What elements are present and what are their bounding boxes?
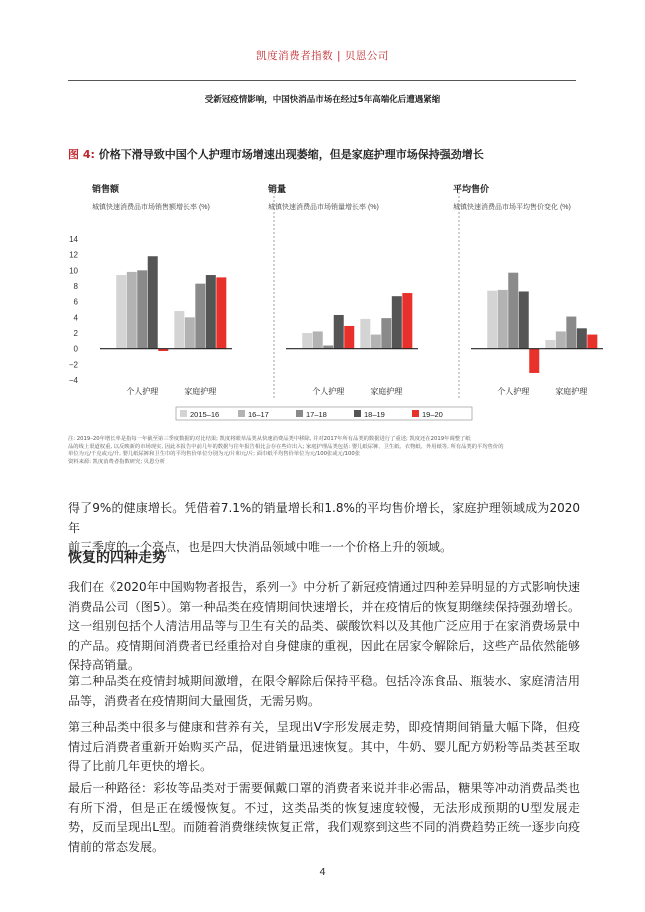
y-tick-label: −4	[68, 376, 78, 385]
bar	[195, 284, 205, 349]
bar	[174, 311, 184, 349]
page-number: 4	[319, 867, 326, 878]
paragraph-text: 最后一种路径：彩妆等品类对于需要佩戴口罩的消费者来说并非必需品，糖果等冲动消费品类也有所下滑，但是正在缓慢恢复。不过，这类品类的恢复速度较慢，无法形成预期的U型发展走势，反而呈现出L型。而随着消费继续恢复正常，我们观察到这些不同的消费趋势正统一逐步向疫情前的常态发展。	[68, 781, 580, 854]
legend-swatch	[296, 410, 303, 417]
section-heading: 恢复的四种走势	[68, 550, 166, 566]
y-tick-label: −2	[68, 360, 78, 370]
bar	[577, 328, 587, 348]
paragraph-text: 我们在《2020年中国购物者报告，系列一》中分析了新冠疫情通过四种差异明显的方式影响快速消费品公司（图5）。第一种品类在疫情期间快速增长，并在疫情后的恢复期继续保持强劲增长。这一组别包括个人清洁用品等与卫生有关的品类、碳酸饮料以及其他广泛应用于在家消费场景中的产品。疫情期间消费者已经重拾对自身健康的重视，因此在居家令解除后，这些产品依然能够保持高销量。	[68, 580, 580, 672]
legend-swatch	[354, 410, 361, 417]
bar	[216, 277, 226, 348]
panel-subtitle: 城镇快速消费品市场销售额增长率 (%)	[92, 204, 210, 211]
x-category-label: 个人护理	[312, 387, 345, 396]
bar	[148, 256, 158, 348]
x-category-label: 个人护理	[126, 387, 159, 396]
legend-label: 18–19	[364, 410, 385, 419]
x-category-label: 个人护理	[497, 387, 530, 396]
bar	[313, 331, 323, 348]
paragraph-line: 得了9%的健康增长。凭借着7.1%的销量增长和1.8%的平均售价增长，家庭护理领域成为2020年	[68, 501, 580, 535]
paragraph-3	[68, 718, 580, 777]
bar	[529, 349, 539, 373]
bar	[519, 291, 529, 348]
bar	[302, 333, 312, 349]
paragraph-2	[68, 672, 580, 711]
bar	[566, 317, 576, 349]
panel-title: 销售额	[92, 184, 120, 194]
paragraph-1	[68, 578, 580, 676]
header-divider	[68, 80, 576, 81]
legend-label: 19–20	[422, 410, 443, 419]
bar-chart	[60, 176, 588, 431]
bar	[371, 335, 381, 349]
bar	[587, 335, 597, 349]
legend-swatch	[238, 410, 245, 417]
bar	[127, 272, 137, 349]
bar	[137, 270, 147, 348]
figure-notes	[68, 436, 580, 466]
x-category-label: 家庭护理	[370, 387, 403, 396]
legend-label: 2015–16	[190, 410, 220, 419]
legend-label: 17–18	[306, 410, 327, 419]
bar	[392, 296, 402, 348]
legend-swatch	[412, 410, 419, 417]
y-tick-label: 2	[73, 329, 78, 338]
legend-label: 16–17	[248, 410, 269, 419]
bar	[206, 275, 216, 349]
bar	[116, 275, 126, 349]
figure-label: 图 4:	[68, 148, 95, 161]
bar	[360, 319, 370, 349]
panel-title: 平均售价	[453, 184, 490, 194]
panel-subtitle: 城镇快速消费品市场销量增长率 (%)	[268, 204, 379, 211]
y-tick-label: 12	[69, 250, 78, 260]
bar	[545, 340, 555, 349]
figure-title-text: 价格下滑导致中国个人护理市场增速出现萎缩，但是家庭护理市场保持强劲增长	[98, 148, 484, 161]
x-category-label: 家庭护理	[555, 387, 588, 396]
bar	[334, 315, 344, 349]
bar	[508, 273, 518, 349]
bar	[402, 293, 412, 349]
bar	[185, 317, 195, 348]
page-subtitle: 受新冠疫情影响，中国快消品市场在经过5年高端化后遭遇紧缩	[204, 95, 441, 105]
y-tick-label: 0	[73, 344, 78, 354]
bar	[498, 290, 508, 349]
bar	[487, 291, 497, 349]
header-brand: 凯度消费者指数 | 贝恩公司	[256, 50, 389, 62]
y-tick-label: 10	[69, 266, 78, 276]
bar	[381, 318, 391, 349]
paragraph-line: 前三季度的一个亮点，也是四大快消品领域中唯一一个价格上升的领域。	[68, 540, 453, 554]
panel-subtitle: 城镇快速消费品市场平均售价变化 (%)	[453, 204, 571, 211]
notes-line-2: 品的线上渠道权重, 以反映新的市场现实, 因此本报告中前几年的数据与往年报告相比会存在些许出入; 家庭护理品类包括: 婴儿纸尿裤、卫生纸、衣物纸、外用纸等, 所有品类的平均售价的	[68, 443, 504, 450]
paragraph-text: 第三种品类中很多与健康和营养有关，呈现出V字形发展走势，即疫情期间销量大幅下降，但疫情过后消费者重新开始购买产品，促进销量迅速恢复。其中，牛奶、婴儿配方奶粉等品类甚至取得了比前几年更快的增长。	[68, 720, 580, 773]
bar	[556, 331, 566, 348]
y-tick-label: 14	[69, 235, 78, 244]
y-tick-label: 8	[73, 282, 78, 291]
legend-swatch	[180, 410, 187, 417]
y-tick-label: 6	[73, 297, 78, 307]
notes-line-1: 注: 2019–20年增长率是指每一年截至第三季度数据的对比结果; 凯度将眼草品类从快速消费品类中移除, 并对2017年所有品类的数据进行了重述; 凯度还在2019年调整了纸	[68, 436, 471, 442]
y-tick-label: 4	[73, 313, 78, 323]
x-category-label: 家庭护理	[184, 387, 217, 396]
notes-line-3: 单位为元/千克或元/升, 婴儿纸尿裤和卫生巾的平均售价单位分别为元/片和元/片; 面巾纸平均售价单位为元/100张或元/100张	[68, 451, 361, 458]
paragraph-text: 第二种品类在疫情封城期间激增，在限令解除后保持平稳。包括冷冻食品、瓶装水、家庭清洁用品等，消费者在疫情期间大量囤货，无需另购。	[68, 674, 580, 708]
paragraph-4	[68, 779, 580, 857]
notes-source: 资料来源: 凯度消费者指数研究; 贝恩分析	[68, 458, 165, 465]
figure-title	[68, 146, 484, 162]
panel-title: 销量	[268, 184, 287, 194]
bar	[344, 326, 354, 349]
